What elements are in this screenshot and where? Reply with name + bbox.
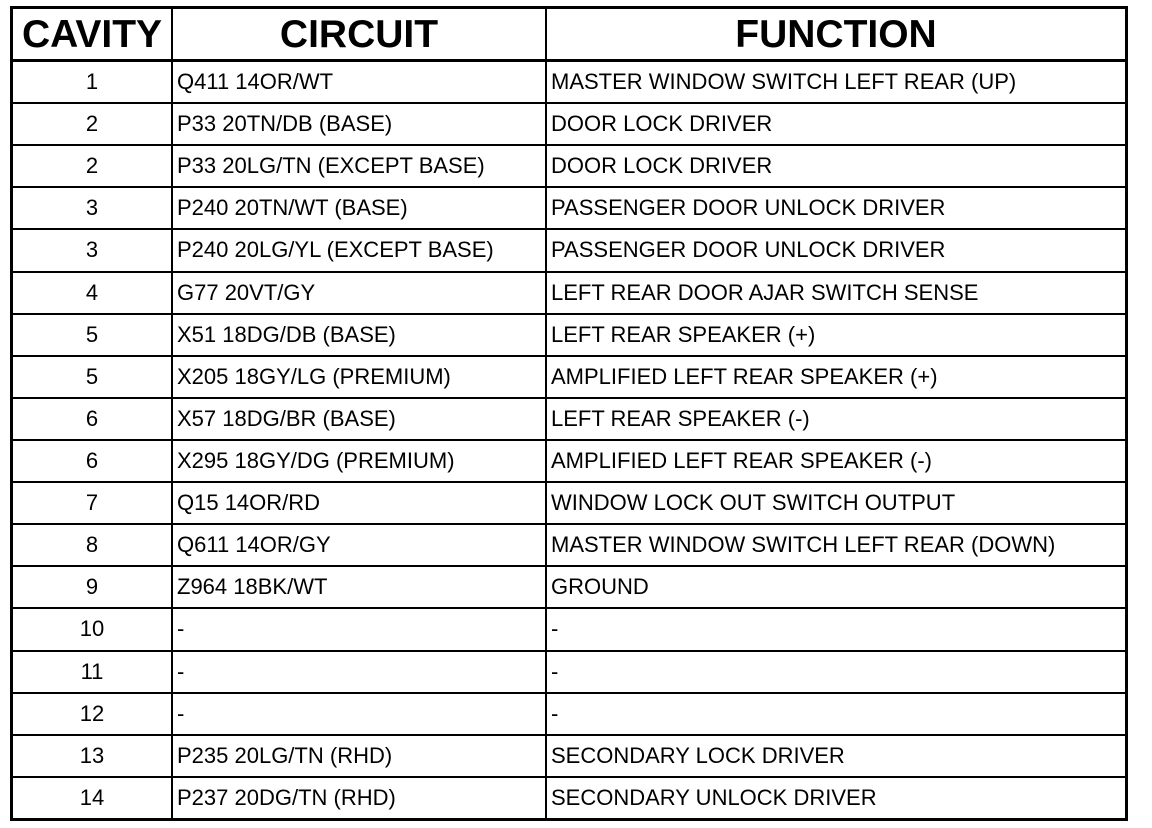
circuit-cell: - — [172, 651, 546, 693]
circuit-cell: X205 18GY/LG (PREMIUM) — [172, 356, 546, 398]
connector-pinout-table — [13, 9, 1125, 818]
function-cell: - — [546, 608, 1125, 650]
table-header — [13, 9, 1125, 61]
circuit-cell: X295 18GY/DG (PREMIUM) — [172, 440, 546, 482]
cavity-cell: 9 — [13, 566, 172, 608]
circuit-cell: P237 20DG/TN (RHD) — [172, 777, 546, 818]
cavity-cell: 8 — [13, 524, 172, 566]
circuit-cell: Q15 14OR/RD — [172, 482, 546, 524]
table-row — [13, 103, 1125, 145]
cavity-cell: 7 — [13, 482, 172, 524]
table-row — [13, 777, 1125, 818]
circuit-cell: G77 20VT/GY — [172, 272, 546, 314]
table-row — [13, 524, 1125, 566]
function-cell: LEFT REAR SPEAKER (-) — [546, 398, 1125, 440]
circuit-cell: P33 20TN/DB (BASE) — [172, 103, 546, 145]
cavity-cell: 10 — [13, 608, 172, 650]
function-cell: LEFT REAR SPEAKER (+) — [546, 314, 1125, 356]
table-row — [13, 145, 1125, 187]
function-cell: - — [546, 651, 1125, 693]
cavity-cell: 1 — [13, 61, 172, 104]
function-cell: DOOR LOCK DRIVER — [546, 145, 1125, 187]
cavity-cell: 4 — [13, 272, 172, 314]
cavity-cell: 12 — [13, 693, 172, 735]
function-cell: AMPLIFIED LEFT REAR SPEAKER (-) — [546, 440, 1125, 482]
function-cell: DOOR LOCK DRIVER — [546, 103, 1125, 145]
function-cell: GROUND — [546, 566, 1125, 608]
function-cell: MASTER WINDOW SWITCH LEFT REAR (UP) — [546, 61, 1125, 104]
cavity-cell: 14 — [13, 777, 172, 818]
table-row — [13, 398, 1125, 440]
function-cell: PASSENGER DOOR UNLOCK DRIVER — [546, 229, 1125, 271]
circuit-cell: Q411 14OR/WT — [172, 61, 546, 104]
table-row — [13, 272, 1125, 314]
table-row — [13, 61, 1125, 104]
header-function: FUNCTION — [546, 9, 1125, 61]
circuit-cell: X57 18DG/BR (BASE) — [172, 398, 546, 440]
cavity-cell: 2 — [13, 103, 172, 145]
function-cell: WINDOW LOCK OUT SWITCH OUTPUT — [546, 482, 1125, 524]
table-row — [13, 651, 1125, 693]
cavity-cell: 5 — [13, 314, 172, 356]
circuit-cell: Q611 14OR/GY — [172, 524, 546, 566]
function-cell: - — [546, 693, 1125, 735]
cavity-cell: 3 — [13, 187, 172, 229]
cavity-cell: 11 — [13, 651, 172, 693]
connector-pinout-table-frame — [10, 6, 1128, 821]
cavity-cell: 3 — [13, 229, 172, 271]
table-row — [13, 566, 1125, 608]
circuit-cell: P33 20LG/TN (EXCEPT BASE) — [172, 145, 546, 187]
table-row — [13, 314, 1125, 356]
function-cell: AMPLIFIED LEFT REAR SPEAKER (+) — [546, 356, 1125, 398]
cavity-cell: 5 — [13, 356, 172, 398]
function-cell: PASSENGER DOOR UNLOCK DRIVER — [546, 187, 1125, 229]
table-body — [13, 61, 1125, 819]
table-row — [13, 608, 1125, 650]
table-row — [13, 187, 1125, 229]
table-row — [13, 482, 1125, 524]
function-cell: SECONDARY UNLOCK DRIVER — [546, 777, 1125, 818]
table-row — [13, 440, 1125, 482]
header-cavity: CAVITY — [13, 9, 172, 61]
function-cell: SECONDARY LOCK DRIVER — [546, 735, 1125, 777]
table-row — [13, 693, 1125, 735]
circuit-cell: X51 18DG/DB (BASE) — [172, 314, 546, 356]
table-row — [13, 229, 1125, 271]
circuit-cell: - — [172, 608, 546, 650]
cavity-cell: 2 — [13, 145, 172, 187]
table-row — [13, 356, 1125, 398]
cavity-cell: 6 — [13, 398, 172, 440]
header-circuit: CIRCUIT — [172, 9, 546, 61]
circuit-cell: - — [172, 693, 546, 735]
function-cell: LEFT REAR DOOR AJAR SWITCH SENSE — [546, 272, 1125, 314]
cavity-cell: 13 — [13, 735, 172, 777]
cavity-cell: 6 — [13, 440, 172, 482]
circuit-cell: Z964 18BK/WT — [172, 566, 546, 608]
circuit-cell: P235 20LG/TN (RHD) — [172, 735, 546, 777]
table-row — [13, 735, 1125, 777]
header-row — [13, 9, 1125, 61]
function-cell: MASTER WINDOW SWITCH LEFT REAR (DOWN) — [546, 524, 1125, 566]
circuit-cell: P240 20TN/WT (BASE) — [172, 187, 546, 229]
circuit-cell: P240 20LG/YL (EXCEPT BASE) — [172, 229, 546, 271]
